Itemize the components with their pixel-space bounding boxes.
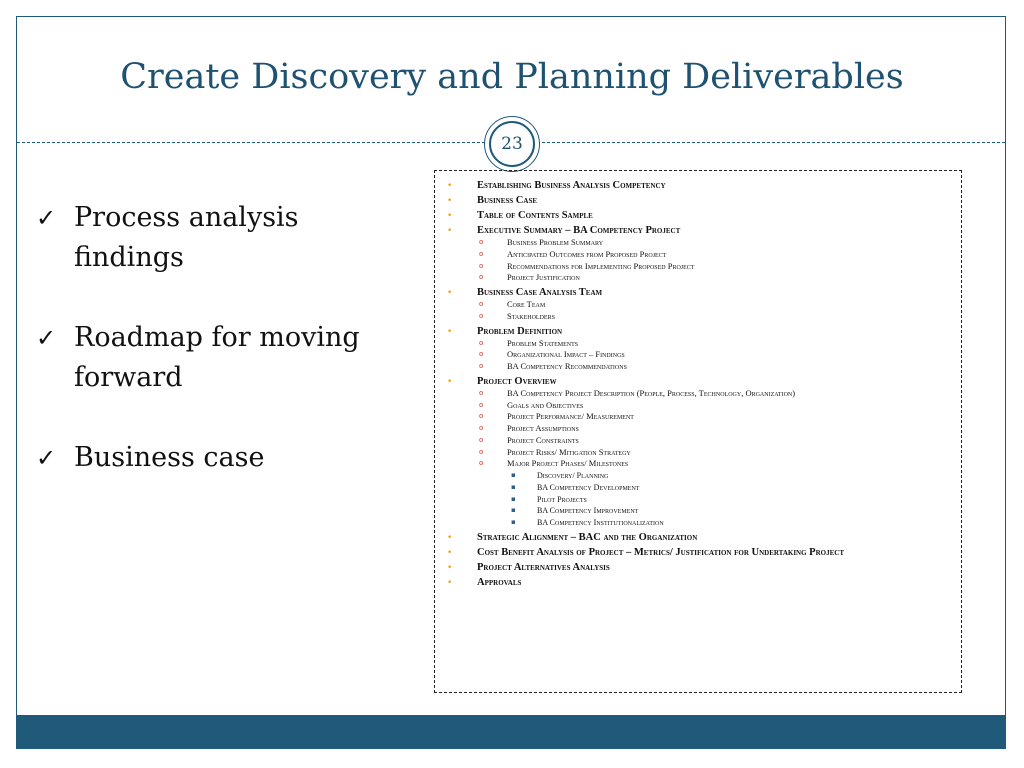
toc-item bbox=[447, 458, 953, 470]
bullet-circle-icon: o bbox=[479, 459, 484, 468]
toc-item-text: Goals and Objectives bbox=[507, 399, 584, 410]
toc-item bbox=[447, 249, 953, 261]
toc-item bbox=[447, 577, 953, 589]
toc-item-text: Strategic Alignment – BAC and the Organization bbox=[477, 531, 698, 543]
bullet-dot-icon: • bbox=[447, 288, 453, 298]
table-of-contents-box bbox=[434, 170, 962, 693]
toc-item bbox=[447, 338, 953, 350]
table-of-contents-list bbox=[447, 177, 953, 589]
bullet-dot-icon: • bbox=[447, 376, 453, 387]
toc-item-text: Stakeholders bbox=[507, 310, 555, 321]
toc-item bbox=[447, 237, 953, 249]
bullet-dot-icon: • bbox=[447, 196, 453, 206]
toc-item-text: BA Competency Institutionalization bbox=[537, 518, 664, 527]
bullet-label: Business case bbox=[74, 442, 265, 473]
bullet-dot-icon: • bbox=[447, 326, 453, 337]
list-item bbox=[36, 438, 366, 478]
toc-item bbox=[447, 388, 953, 400]
toc-item-text: Table of Contents Sample bbox=[477, 210, 593, 221]
list-item bbox=[36, 198, 366, 278]
findings-list bbox=[36, 198, 366, 518]
bullet-circle-icon: o bbox=[479, 249, 484, 258]
bullet-circle-icon: o bbox=[479, 435, 484, 444]
toc-item-text: BA Competency Improvement bbox=[537, 506, 639, 516]
bullet-dot-icon: • bbox=[447, 181, 453, 191]
bullet-circle-icon: o bbox=[479, 388, 484, 397]
bullet-circle-icon: o bbox=[479, 412, 484, 421]
toc-item bbox=[447, 180, 953, 192]
toc-item-text: Core Team bbox=[507, 299, 546, 309]
toc-item bbox=[447, 547, 953, 559]
toc-item bbox=[447, 562, 953, 574]
bullet-dot-icon: • bbox=[447, 562, 453, 573]
toc-item bbox=[447, 505, 953, 517]
toc-item-text: BA Competency Development bbox=[537, 482, 640, 492]
toc-item bbox=[447, 447, 953, 459]
toc-item bbox=[447, 435, 953, 447]
toc-item bbox=[447, 470, 953, 482]
bullet-dot-icon: • bbox=[447, 211, 453, 221]
toc-item bbox=[447, 517, 953, 529]
toc-item bbox=[447, 376, 953, 388]
toc-item bbox=[447, 261, 953, 273]
toc-item-text: Project Constraints bbox=[507, 434, 579, 445]
toc-item-text: Business Case Analysis Team bbox=[477, 287, 603, 298]
toc-item-text: Project Assumptions bbox=[507, 423, 579, 433]
toc-item bbox=[447, 195, 953, 207]
list-item bbox=[36, 318, 366, 398]
bullet-circle-icon: o bbox=[479, 311, 484, 320]
toc-item-text: Establishing Business Analysis Competency bbox=[477, 180, 666, 191]
toc-item bbox=[447, 272, 953, 284]
slide-title: Create Discovery and Planning Deliverables bbox=[120, 57, 904, 97]
bullet-circle-icon: o bbox=[479, 362, 484, 370]
toc-item-text: Major Project Phases/ Milestones bbox=[507, 458, 629, 469]
bullet-label: Process analysis findings bbox=[74, 202, 299, 273]
footer-bar bbox=[17, 715, 1005, 749]
toc-item bbox=[447, 532, 953, 544]
toc-item bbox=[447, 349, 953, 361]
checkmark-icon: ✓ bbox=[36, 204, 57, 232]
toc-item bbox=[447, 494, 953, 506]
bullet-circle-icon: o bbox=[479, 261, 484, 270]
bullet-dot-icon: • bbox=[447, 547, 453, 558]
bullet-circle-icon: o bbox=[479, 350, 484, 359]
bullet-label: Roadmap for moving forward bbox=[74, 322, 360, 393]
bullet-circle-icon: o bbox=[479, 300, 484, 308]
toc-item bbox=[447, 482, 953, 494]
toc-item bbox=[447, 210, 953, 222]
bullet-circle-icon: o bbox=[479, 424, 484, 432]
toc-item bbox=[447, 423, 953, 435]
checkmark-icon: ✓ bbox=[36, 444, 57, 472]
toc-item bbox=[447, 225, 953, 237]
bullet-circle-icon: o bbox=[479, 238, 484, 246]
toc-item bbox=[447, 311, 953, 323]
bullet-square-icon: ▪ bbox=[511, 518, 516, 526]
toc-item-text: Approvals bbox=[477, 576, 522, 588]
toc-item-text: Problem Statements bbox=[507, 337, 579, 348]
toc-item-text: Executive Summary – BA Competency Project bbox=[477, 225, 681, 236]
toc-item bbox=[447, 299, 953, 311]
toc-item-text: Business Case bbox=[477, 195, 538, 206]
toc-item-text: Problem Definition bbox=[477, 325, 563, 337]
toc-item bbox=[447, 411, 953, 423]
toc-item-text: Project Overview bbox=[477, 375, 557, 387]
toc-item-text: Recommendations for Implementing Proposed Project bbox=[507, 260, 695, 271]
bullet-square-icon: ▪ bbox=[511, 494, 516, 503]
toc-item-text: Cost Benefit Analysis of Project – Metrics/ Justification for Undertaking Project bbox=[477, 546, 844, 558]
toc-item-text: Pilot Projects bbox=[537, 494, 587, 504]
bullet-dot-icon: • bbox=[447, 577, 453, 588]
toc-item-text: BA Competency Recommendations bbox=[507, 361, 627, 371]
bullet-circle-icon: o bbox=[479, 447, 484, 456]
toc-item-text: Project Justification bbox=[507, 272, 580, 283]
bullet-circle-icon: o bbox=[479, 273, 484, 282]
toc-item bbox=[447, 287, 953, 299]
toc-item-text: Discovery/ Planning bbox=[537, 471, 609, 480]
toc-item-text: Anticipated Outcomes from Proposed Project bbox=[507, 248, 667, 259]
bullet-circle-icon: o bbox=[479, 338, 484, 347]
toc-item-text: Organizational Impact – Findings bbox=[507, 349, 625, 360]
toc-item-text: Project Performance/ Measurement bbox=[507, 411, 634, 422]
bullet-circle-icon: o bbox=[479, 400, 484, 409]
toc-item bbox=[447, 400, 953, 412]
toc-item-text: Project Alternatives Analysis bbox=[477, 561, 610, 573]
bullet-square-icon: ▪ bbox=[511, 482, 516, 491]
checkmark-icon: ✓ bbox=[36, 324, 57, 352]
bullet-square-icon: ▪ bbox=[511, 506, 516, 515]
toc-item bbox=[447, 326, 953, 338]
toc-item-text: Project Risks/ Mitigation Strategy bbox=[507, 446, 631, 457]
bullet-dot-icon: • bbox=[447, 532, 453, 543]
toc-item-text: BA Competency Project Description (People, Process, Technology, Organization) bbox=[507, 387, 796, 398]
slide-number: 23 bbox=[489, 121, 535, 167]
toc-item bbox=[447, 361, 953, 373]
slide-number-badge bbox=[484, 116, 540, 172]
toc-item-text: Business Problem Summary bbox=[507, 237, 604, 247]
bullet-square-icon: ▪ bbox=[511, 471, 516, 479]
bullet-dot-icon: • bbox=[447, 226, 453, 236]
